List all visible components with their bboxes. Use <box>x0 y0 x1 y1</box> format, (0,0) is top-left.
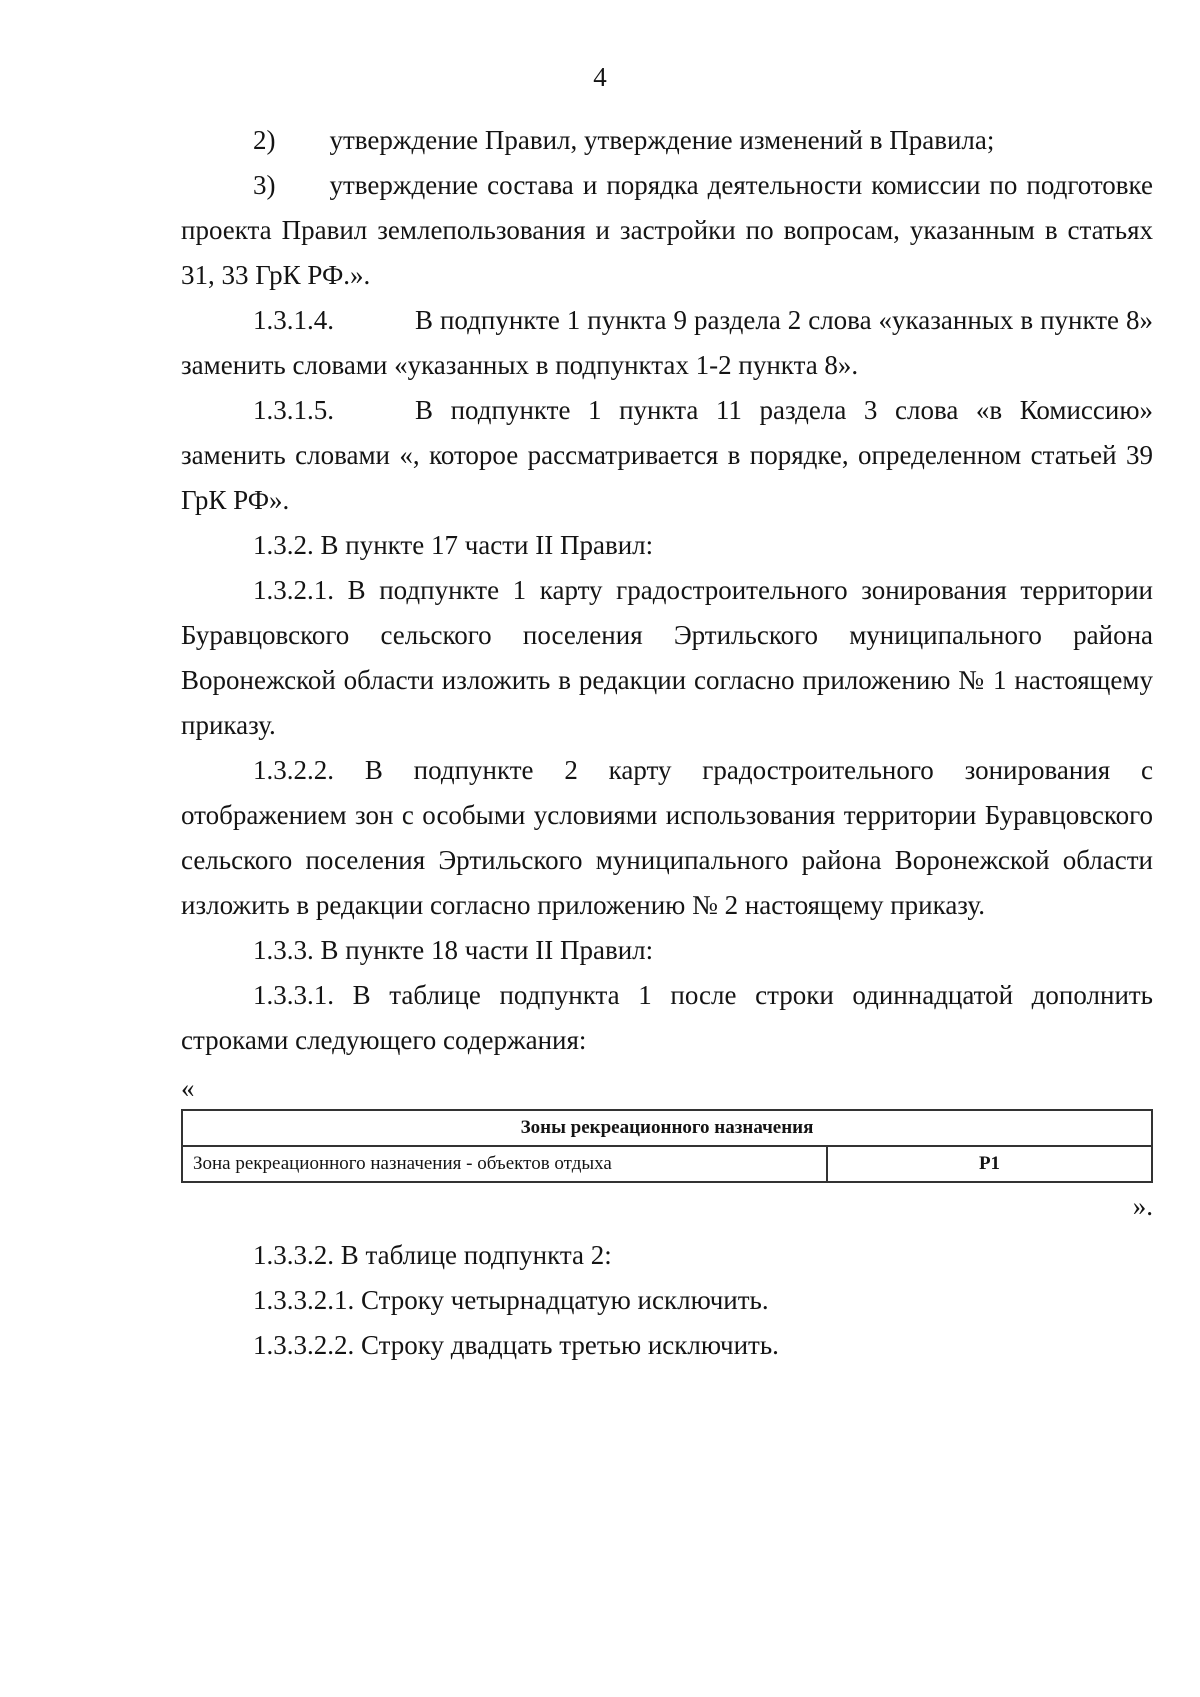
paragraph-1-3-2-2: 1.3.2.2. В подпункте 2 карту градостроительного зонирования с отображением зон с особыми условиями использования территории Буравцовского сельского поселения Эртильского муниципального района Воронежской области изложить в редакции согласно приложению № 2 настоящему приказу. <box>181 755 1153 920</box>
paragraph-1-3-1-4: 1.3.1.4. В подпункте 1 пункта 9 раздела 2 слова «указанных в пункте 8» заменить словами «указанных в подпунктах 1-2 пункта 8». <box>181 305 1153 380</box>
paragraph-1-3-3-2-1: 1.3.3.2.1. Строку четырнадцатую исключить. <box>253 1285 769 1315</box>
paragraph-1-3-2-1: 1.3.2.1. В подпункте 1 карту градостроительного зонирования территории Буравцовского сельского поселения Эртильского муниципального района Воронежской области изложить в редакции согласно приложению № 1 настоящему приказу. <box>181 575 1153 740</box>
closing-quote-mark: ». <box>1132 1191 1153 1221</box>
zone-code-cell: Р1 <box>827 1146 1152 1182</box>
paragraph-item-2: 2) утверждение Правил, утверждение изменений в Правила; <box>253 125 995 155</box>
paragraph-1-3-3-2: 1.3.3.2. В таблице подпункта 2: <box>253 1240 612 1270</box>
recreation-zones-table <box>181 1109 1153 1183</box>
table-row <box>182 1146 1152 1182</box>
document-body <box>181 118 1153 1368</box>
paragraph-1-3-2: 1.3.2. В пункте 17 части II Правил: <box>253 530 654 560</box>
table-header-row <box>182 1110 1152 1146</box>
paragraph-1-3-3: 1.3.3. В пункте 18 части II Правил: <box>253 935 654 965</box>
paragraph-1-3-1-5: 1.3.1.5. В подпункте 1 пункта 11 раздела 3 слова «в Комиссию» заменить словами «, которое рассматривается в порядке, определенном статьей 39 ГрК РФ». <box>181 395 1153 515</box>
paragraph-1-3-3-2-2: 1.3.3.2.2. Строку двадцать третью исключить. <box>253 1330 779 1360</box>
page-number: 4 <box>593 62 607 92</box>
paragraph-1-3-3-1: 1.3.3.1. В таблице подпункта 1 после строки одиннадцатой дополнить строками следующего содержания: <box>181 980 1153 1055</box>
opening-quote-mark: « <box>181 1073 195 1103</box>
zone-name-cell: Зона рекреационного назначения - объектов отдыха <box>182 1146 827 1182</box>
table-header-cell: Зоны рекреационного назначения <box>182 1110 1152 1146</box>
paragraph-item-3: 3) утверждение состава и порядка деятельности комиссии по подготовке проекта Правил землепользования и застройки по вопросам, указанным в статьях 31, 33 ГрК РФ.». <box>181 170 1153 290</box>
